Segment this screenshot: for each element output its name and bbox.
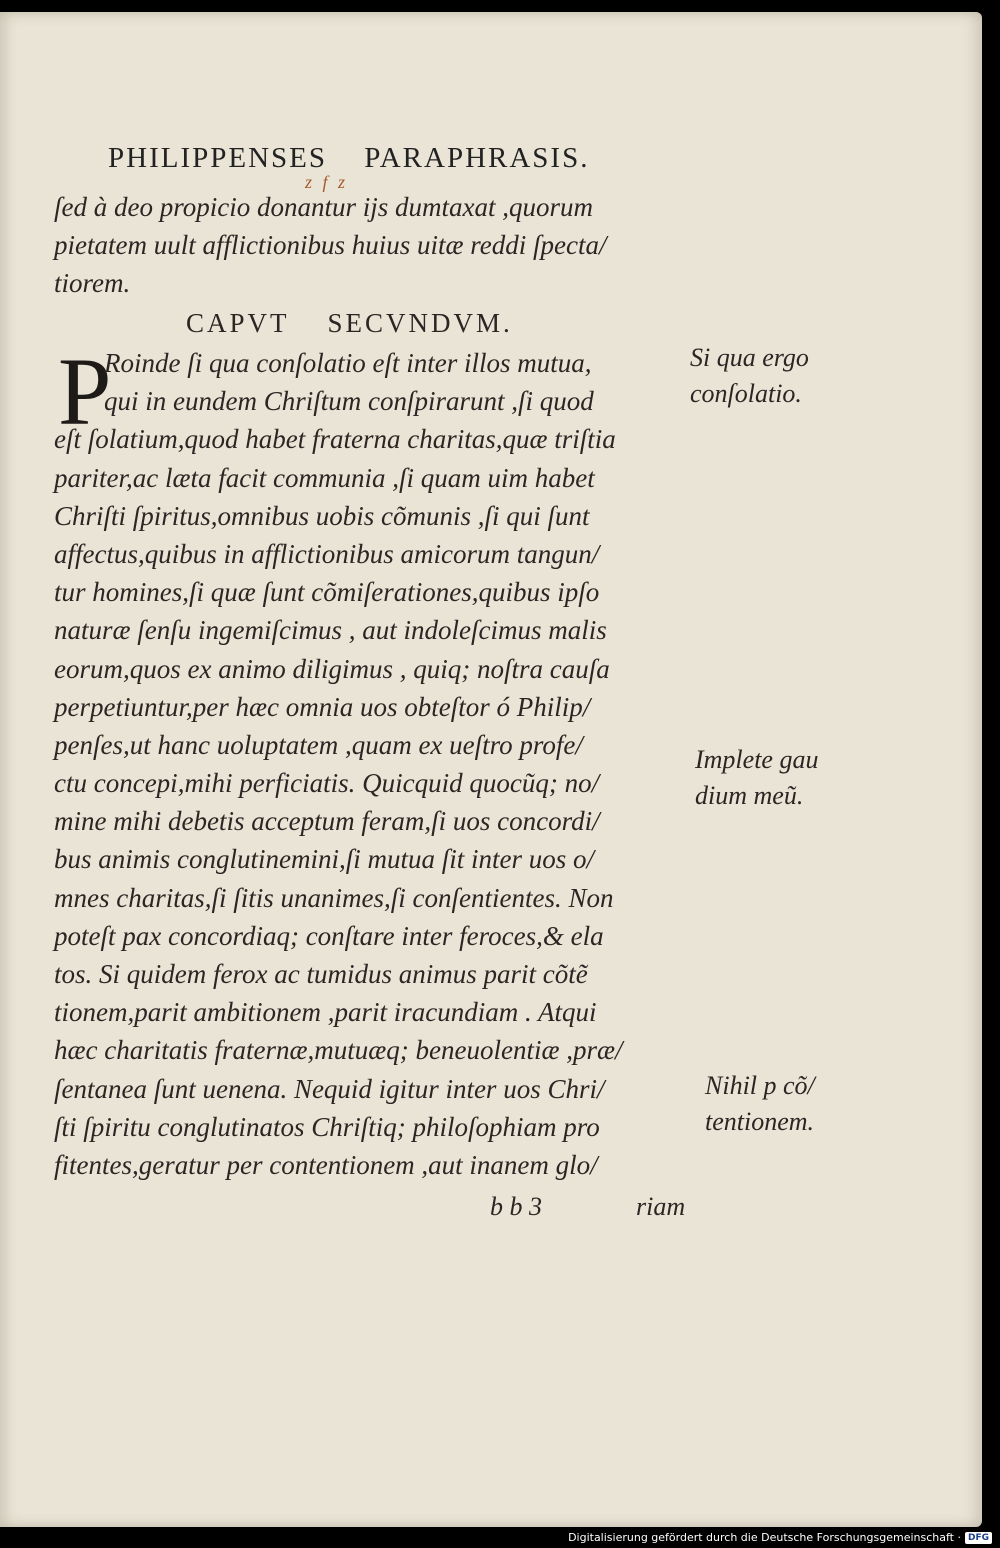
text-line: fitentes,geratur per contentionem ,aut inanem glo/ [54, 1149, 598, 1180]
signature-mark: b b 3 [490, 1192, 542, 1221]
text-line: tos. Si quidem ferox ac tumidus animus parit cõtẽ [54, 959, 588, 989]
text-line: eſt ſolatium,quod habet fraterna charitas,quæ triſtia [54, 424, 616, 455]
text-line: qui in eundem Chriſtum conſpirarunt ,ſi quod [104, 386, 594, 417]
catchword: riam [636, 1192, 686, 1221]
running-head-left: PHILIPPENSES [108, 142, 327, 174]
text-line: tur homines,ſi quæ ſunt cõmiſerationes,quibus ipſo [54, 577, 600, 608]
footer-text: Digitalisierung gefördert durch die Deutsche Forschungsgemeinschaft · [568, 1531, 961, 1544]
text-line: mine mihi debetis acceptum feram,ſi uos concordi/ [54, 806, 600, 837]
text-line: ſed à deo propicio donantur ijs dumtaxat ,quorum [54, 192, 593, 222]
text-line: hæc charitatis fraternæ,mutuæq; beneuolentiæ ,præ/ [54, 1035, 623, 1066]
margin-note-line: Si qua ergo [690, 343, 809, 372]
text-line: poteſt pax concordiaq; conſtare inter feroces,& ela [54, 920, 604, 951]
text-line: naturæ ſenſu ingemiſcimus , aut indoleſcimus malis [54, 615, 607, 646]
text-line: mnes charitas,ſi ſitis unanimes,ſi conſentientes. Non [54, 882, 614, 913]
text-line: ctu concepi,mihi perficiatis. Quicquid quocũq; no/ [54, 768, 600, 799]
chapter-heading-part1: CAPVT [186, 308, 290, 338]
text-line: tiorem. [54, 268, 131, 299]
handwritten-annotation: z f z [305, 172, 349, 192]
footer-credit [568, 1531, 992, 1544]
running-head [108, 142, 668, 175]
margin-note-implete [695, 742, 818, 814]
running-head-right: PARAPHRASIS. [364, 142, 590, 174]
margin-note-nihil [705, 1068, 815, 1140]
text-line: ſti ſpiritu conglutinatos Chriſtiq; philoſophiam pro [54, 1111, 600, 1142]
text-line: bus animis conglutinemini,ſi mutua ſit inter uos o/ [54, 844, 594, 875]
margin-note-line: dium meũ. [695, 781, 804, 810]
text-line: pietatem uult afflictionibus huius uitæ reddi ſpecta/ [54, 230, 607, 261]
margin-note-line: conſolatio. [690, 379, 802, 408]
body-text [54, 338, 704, 1185]
continuation-text [54, 188, 694, 303]
chapter-heading [186, 308, 513, 339]
text-line: affectus,quibus in afflictionibus amicorum tangun/ [54, 538, 600, 569]
margin-note-si-qua [690, 340, 809, 412]
text-line: ſentanea ſunt uenena. Nequid igitur inter uos Chri/ [54, 1073, 605, 1104]
text-line: perpetiuntur,per hæc omnia uos obteſtor ó Philip/ [54, 691, 591, 722]
text-line: Chriſti ſpiritus,omnibus uobis cõmunis ,ſi qui ſunt [54, 500, 590, 531]
dfg-logo-icon: DFG [965, 1532, 992, 1544]
text-line: penſes,ut hanc uoluptatem ,quam ex ueſtro profe/ [54, 729, 583, 760]
drop-cap: P [58, 338, 112, 445]
chapter-heading-part2: SECVNDVM. [327, 308, 513, 338]
text-line: tionem,parit ambitionem ,parit iracundiam . Atqui [54, 997, 597, 1028]
margin-note-line: Nihil p cõ/ [705, 1071, 815, 1100]
text-line: pariter,ac læta facit communia ,ſi quam uim habet [54, 462, 595, 493]
margin-note-line: Implete gau [695, 745, 819, 774]
text-line: Roinde ſi qua conſolatio eſt inter illos mutua, [104, 348, 592, 378]
text-line: eorum,quos ex animo diligimus , quiq; noſtra cauſa [54, 653, 610, 684]
margin-note-line: tentionem. [705, 1107, 815, 1136]
